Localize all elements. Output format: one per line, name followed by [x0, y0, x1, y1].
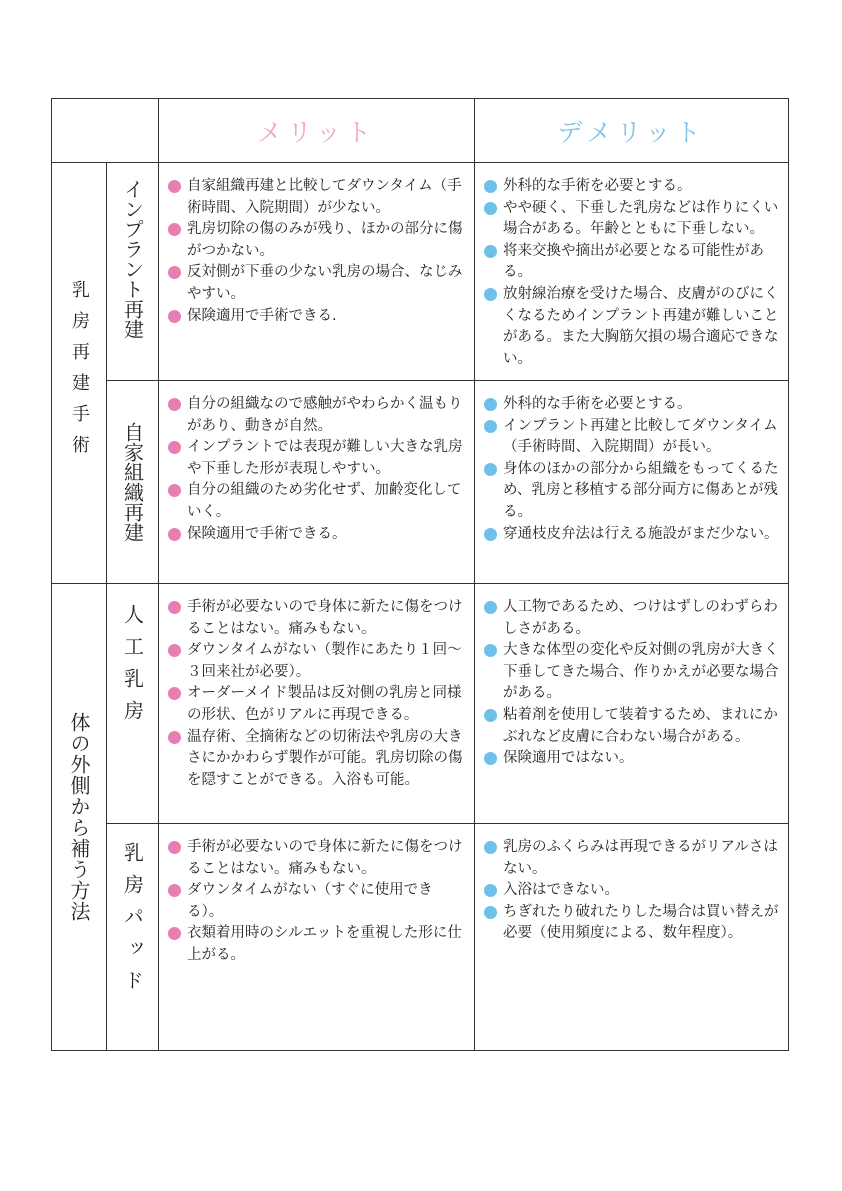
list-item: オーダーメイド製品は反対側の乳房と同様の形状、色がリアルに再現できる。 [167, 683, 466, 726]
blue-bullet-icon [484, 245, 497, 258]
sub-label: 自家組織再建 [120, 422, 145, 542]
list-item: 粘着剤を使用して装着するため、まれにかぶれなど皮膚に合わない場合がある。 [483, 705, 780, 748]
blue-bullet-icon [484, 709, 497, 722]
list-item: やや硬く、下垂した乳房などは作りにくい場合がある。年齢とともに下垂しない。 [483, 198, 780, 241]
header-empty-cell [52, 99, 159, 163]
demerit-list [475, 584, 788, 776]
blue-bullet-icon [484, 906, 497, 919]
blue-bullet-icon [484, 398, 497, 411]
blue-bullet-icon [484, 288, 497, 301]
list-item: 放射線治療を受けた場合、皮膚がのびにくくなるためインプラント再建が難しいことがある。また大胸筋欠損の場合適応できない。 [483, 284, 780, 370]
pink-bullet-icon [168, 266, 181, 279]
merit-cell [159, 824, 475, 1051]
pink-bullet-icon [168, 180, 181, 193]
blue-bullet-icon [484, 601, 497, 614]
table-row [52, 824, 789, 1051]
category-label-cell [52, 584, 107, 1051]
pink-bullet-icon [168, 731, 181, 744]
pink-bullet-icon [168, 644, 181, 657]
table-row [52, 584, 789, 824]
list-item: 自家組織再建と比較してダウンタイム（手術時間、入院期間）が少ない。 [167, 176, 466, 219]
list-item: 温存術、全摘術などの切術法や乳房の大きさにかかわらず製作が可能。乳房切除の傷を隠すことができる。入浴も可能。 [167, 727, 466, 792]
demerit-cell [475, 824, 789, 1051]
list-item: 乳房のふくらみは再現できるがリアルさはない。 [483, 837, 780, 880]
sub-label-cell [107, 584, 159, 824]
blue-bullet-icon [484, 644, 497, 657]
blue-bullet-icon [484, 528, 497, 541]
list-item: 乳房切除の傷のみが残り、ほかの部分に傷がつかない。 [167, 219, 466, 262]
pink-bullet-icon [168, 927, 181, 940]
list-item: 自分の組織のため劣化せず、加齢変化していく。 [167, 480, 466, 523]
demerit-list [475, 163, 788, 376]
pink-bullet-icon [168, 601, 181, 614]
list-item: 人工物であるため、つけはずしのわずらわしさがある。 [483, 597, 780, 640]
merit-list [159, 824, 474, 973]
pink-bullet-icon [168, 441, 181, 454]
sub-label: 乳房パッド [120, 842, 145, 1002]
blue-bullet-icon [484, 463, 497, 476]
demerit-list [475, 381, 788, 551]
blue-bullet-icon [484, 884, 497, 897]
merit-list [159, 163, 474, 333]
list-item: 穿通枝皮弁法は行える施設がまだ少ない。 [483, 524, 780, 546]
pink-bullet-icon [168, 398, 181, 411]
sub-label: 人工乳房 [120, 604, 145, 732]
list-item: インプラントでは表現が難しい大きな乳房や下垂した形が表現しやすい。 [167, 437, 466, 480]
demerit-header: デメリット [475, 99, 789, 163]
blue-bullet-icon [484, 841, 497, 854]
demerit-cell [475, 163, 789, 381]
merit-list [159, 381, 474, 551]
category-label: 乳房再建手術 [69, 280, 90, 466]
list-item: 外科的な手術を必要とする。 [483, 394, 780, 416]
list-item: 保険適用で手術できる。 [167, 524, 466, 546]
pink-bullet-icon [168, 528, 181, 541]
list-item: 入浴はできない。 [483, 880, 780, 902]
table-row [52, 381, 789, 584]
merit-cell [159, 381, 475, 584]
list-item: 反対側が下垂の少ない乳房の場合、なじみやすい。 [167, 262, 466, 305]
list-item: 手術が必要ないので身体に新たに傷をつけることはない。痛みもない。 [167, 597, 466, 640]
list-item: 将来交換や摘出が必要となる可能性がある。 [483, 241, 780, 284]
list-item: 衣類着用時のシルエットを重視した形に仕上がる。 [167, 923, 466, 966]
demerit-list [475, 824, 788, 951]
category-label: 体の外側から補う方法 [67, 712, 91, 922]
merit-cell [159, 163, 475, 381]
pink-bullet-icon [168, 884, 181, 897]
sub-label-cell [107, 381, 159, 584]
list-item: 自分の組織なので感触がやわらかく温もりがあり、動きが自然。 [167, 394, 466, 437]
pink-bullet-icon [168, 310, 181, 323]
category-label-cell [52, 163, 107, 584]
sub-label: インプラント再建 [120, 179, 145, 339]
pink-bullet-icon [168, 223, 181, 236]
list-item: ダウンタイムがない（すぐに使用できる）。 [167, 880, 466, 923]
list-item: 保険適用で手術できる. [167, 306, 466, 328]
merit-list [159, 584, 474, 797]
list-item: 身体のほかの部分から組織をもってくるため、乳房と移植する部分両方に傷あとが残る。 [483, 459, 780, 524]
merit-header: メリット [159, 99, 475, 163]
list-item: ダウンタイムがない（製作にあたり１回〜３回来社が必要）。 [167, 640, 466, 683]
demerit-cell [475, 584, 789, 824]
sub-label-cell [107, 163, 159, 381]
demerit-cell [475, 381, 789, 584]
merit-cell [159, 584, 475, 824]
blue-bullet-icon [484, 420, 497, 433]
table-row [52, 163, 789, 381]
pink-bullet-icon [168, 687, 181, 700]
list-item: 大きな体型の変化や反対側の乳房が大きく下垂してきた場合、作りかえが必要な場合がある。 [483, 640, 780, 705]
blue-bullet-icon [484, 202, 497, 215]
sub-label-cell [107, 824, 159, 1051]
blue-bullet-icon [484, 180, 497, 193]
list-item: 保険適用ではない。 [483, 748, 780, 770]
pink-bullet-icon [168, 841, 181, 854]
list-item: 手術が必要ないので身体に新たに傷をつけることはない。痛みもない。 [167, 837, 466, 880]
list-item: 外科的な手術を必要とする。 [483, 176, 780, 198]
list-item: ちぎれたり破れたりした場合は買い替えが必要（使用頻度による、数年程度）。 [483, 902, 780, 945]
comparison-table [51, 98, 789, 1051]
pink-bullet-icon [168, 484, 181, 497]
list-item: インプラント再建と比較してダウンタイム（手術時間、入院期間）が長い。 [483, 416, 780, 459]
blue-bullet-icon [484, 752, 497, 765]
